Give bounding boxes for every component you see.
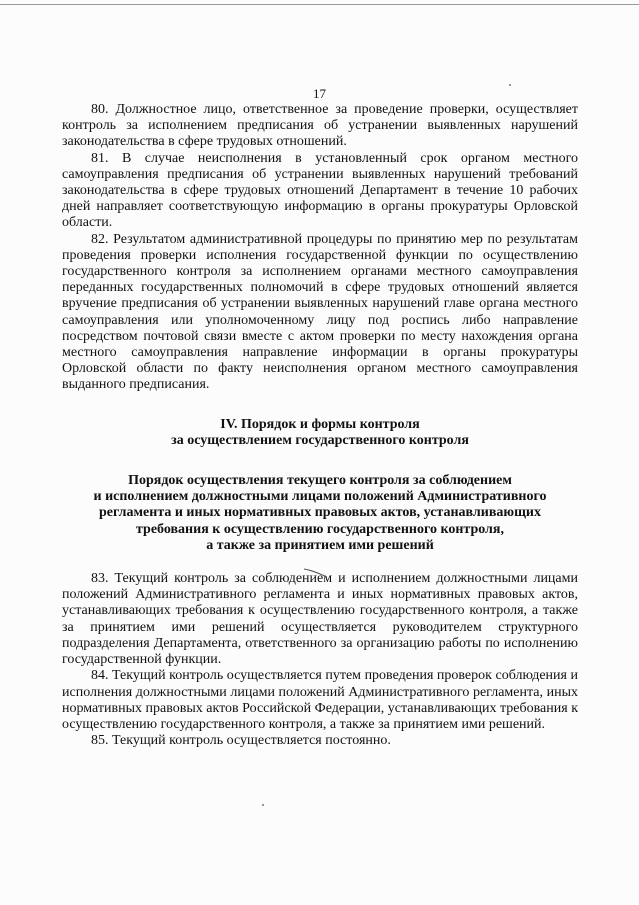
subsection-heading-line: а также за принятием ими решений	[206, 537, 434, 553]
section-heading	[62, 417, 578, 449]
paragraph-82: 82. Результатом административной процедуры по принятию мер по результатам проведения проверки исполнения государственной функции по осуществлению государственного контроля за исполнением органами местного самоуправления переданных государственных полномочий в сфере трудовых отношений является вручение предписания об устранении выявленных нарушений главе органа местного самоуправления или уполномоченному лицу под роспись либо направление посредством почтовой связи вместе с актом проверки по месту нахождения органа местного самоуправления направление информации в органы прокуратуры Орловской области по факту неисполнения органом местного самоуправления выданного предписания.	[62, 231, 578, 393]
page-number: 17	[313, 86, 326, 101]
paragraph-85: 85. Текущий контроль осуществляется постоянно.	[91, 733, 391, 749]
paragraph-80: 80. Должностное лицо, ответственное за проведение проверки, осуществляет контроль за исполнением предписания об устранении выявленных нарушений законодательства в сфере трудовых отношений.	[62, 102, 578, 150]
subsection-heading-line: Порядок осуществления текущего контроля за соблюдением	[128, 473, 512, 489]
scan-edge-line	[0, 4, 639, 5]
document-body	[62, 102, 578, 749]
subsection-heading	[62, 473, 578, 554]
paragraph-83: 83. Текущий контроль за соблюдением и исполнением должностными лицами положений Административного регламента и иных нормативных правовых актов, устанавливающих требования к осуществлению государственного контроля, а также за принятием ими решений осуществляется руководителем структурного подразделения Департамента, ответственного за организацию работы по исполнению государственной функции.	[62, 571, 578, 668]
section-heading-line: за осуществлением государственного контроля	[171, 432, 469, 448]
pen-stroke-mark	[303, 567, 329, 579]
subsection-heading-line: требования к осуществлению государственного контроля,	[135, 521, 504, 537]
section-heading-line: IV. Порядок и формы контроля	[220, 416, 420, 432]
paragraph-84: 84. Текущий контроль осуществляется путем проведения проверок соблюдения и исполнения должностными лицами положений Административного регламента, иных нормативных правовых актов Российской Федерации, устанавливающих требования к осуществлению государственного контроля, а также за принятием ими решений.	[62, 668, 578, 732]
scan-speck	[262, 804, 264, 806]
subsection-heading-line: и исполнением должностными лицами положений Административного	[93, 489, 547, 505]
paragraph-81: 81. В случае неисполнения в установленный срок органом местного самоуправления предписания об устранении выявленных нарушений требований законодательства в сфере трудовых отношений Департамент в течение 10 рабочих дней направляет соответствующую информацию в органы прокуратуры Орловской области.	[62, 150, 578, 231]
subsection-heading-line: регламента и иных нормативных правовых актов, устанавливающих	[99, 505, 541, 521]
